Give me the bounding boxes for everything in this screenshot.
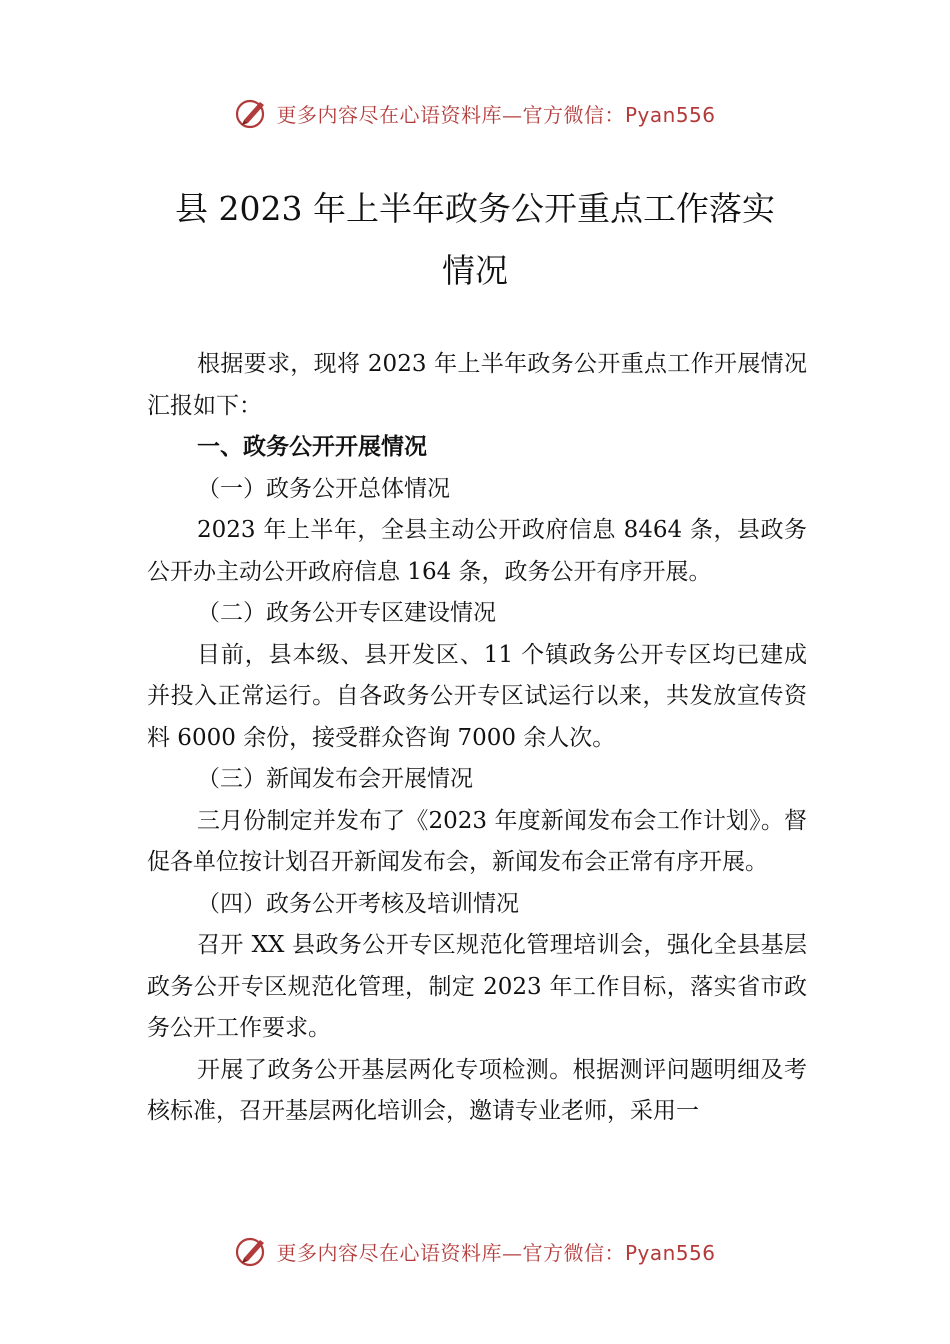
subsection-heading-3: （三）新闻发布会开展情况 bbox=[197, 766, 473, 792]
subsection-heading-4: （四）政务公开考核及培训情况 bbox=[197, 890, 519, 917]
watermark-text: 更多内容尽在心语资料库—官方微信：Pyan556 bbox=[276, 1240, 716, 1265]
watermark-footer bbox=[0, 1234, 950, 1268]
subsection-paragraph-3: 三月份制定并发布了《2023 年度新闻发布会工作计划》。督促各单位按计划召开新闻发布会，新闻发布会正常有序开展。 bbox=[147, 807, 807, 875]
pen-logo-icon bbox=[234, 96, 270, 130]
document-body bbox=[147, 344, 807, 1133]
title-line-2: 情况 bbox=[442, 251, 508, 290]
section-heading-1: 一、政务公开开展情况 bbox=[197, 434, 427, 460]
document-title bbox=[150, 178, 800, 302]
subsection-paragraph-4b: 开展了政务公开基层两化专项检测。根据测评问题明细及考核标准，召开基层两化培训会，邀请专业老师，采用一 bbox=[147, 1056, 807, 1124]
intro-paragraph: 根据要求，现将 2023 年上半年政务公开重点工作开展情况汇报如下： bbox=[147, 351, 807, 419]
subsection-heading-2: （二）政务公开专区建设情况 bbox=[197, 600, 496, 626]
subsection-paragraph-4a: 召开 XX 县政务公开专区规范化管理培训会，强化全县基层政务公开专区规范化管理，制定 2023 年工作目标，落实省市政务公开工作要求。 bbox=[147, 932, 807, 1041]
watermark-header bbox=[0, 96, 950, 130]
pen-logo-icon bbox=[234, 1234, 270, 1268]
subsection-paragraph-1: 2023 年上半年，全县主动公开政府信息 8464 条，县政务公开办主动公开政府信息 164 条，政务公开有序开展。 bbox=[147, 517, 807, 585]
subsection-heading-1: （一）政务公开总体情况 bbox=[197, 475, 450, 502]
subsection-paragraph-2: 目前，县本级、县开发区、11 个镇政务公开专区均已建成并投入正常运行。自各政务公开专区试运行以来，共发放宣传资料 6000 余份，接受群众咨询 7000 余人次。 bbox=[147, 641, 807, 751]
title-line-1: 县 2023 年上半年政务公开重点工作落实 bbox=[175, 189, 775, 228]
watermark-text: 更多内容尽在心语资料库—官方微信：Pyan556 bbox=[276, 102, 716, 127]
